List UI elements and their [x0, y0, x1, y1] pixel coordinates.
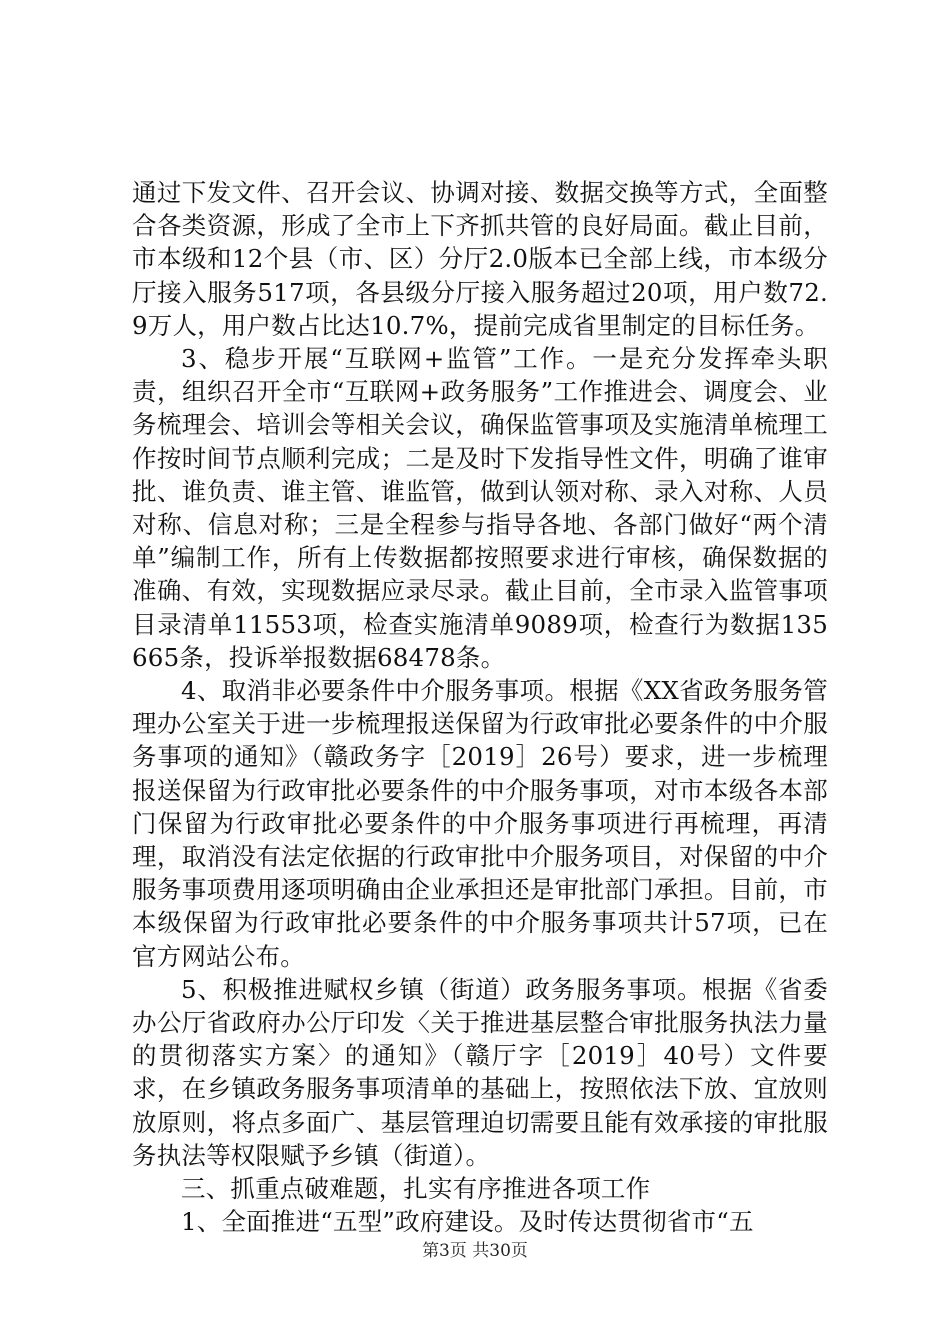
page-number-footer: 第3页 共30页 — [422, 1241, 528, 1261]
document-body — [132, 176, 828, 1239]
paragraph-five-type-government: 1、全面推进“五型”政府建设。及时传达贯彻省市“五 — [181, 1207, 754, 1237]
paragraph-intermediary-services: 4、取消非必要条件中介服务事项。根据《XX省政务服务管理办公室关于进一步梳理报送保留为行政审批必要条件的中介服务事项的通知》（赣政务字［2019］26号）要求，进一步梳理报送保留为行政审批必要条件的中介服务事项，对市本级各本部门保留为行政审批必要条件的中介服务事项进行再梳理，再清理，取消没有法定依据的行政审批中介服务项目，对保留的中介服务事项费用逐项明确由企业承担还是审批部门承担。目前，市本级保留为行政审批必要条件的中介服务事项共计57项，已在官方网站公布。 — [132, 676, 828, 971]
paragraph-township-empowerment: 5、积极推进赋权乡镇（街道）政务服务事项。根据《省委办公厅省政府办公厅印发〈关于推进基层整合审批服务执法力量的贯彻落实方案〉的通知》（赣厅字［2019］40号）文件要求，在乡镇政务服务事项清单的基础上，按照依法下放、宜放则放原则，将点多面广、基层管理迫切需要且能有效承接的审批服务执法等权限赋予乡镇（街道）。 — [132, 974, 828, 1170]
section-heading-three: 三、抓重点破难题，扎实有序推进各项工作 — [181, 1174, 651, 1204]
paragraph-internet-supervision: 3、稳步开展“互联网+监管”工作。一是充分发挥牵头职责，组织召开全市“互联网+政务服务”工作推进会、调度会、业务梳理会、培训会等相关会议，确保监管事项及实施清单梳理工作按时间节点顺利完成；二是及时下发指导性文件，明确了谁审批、谁负责、谁主管、谁监管，做到认领对称、录入对称、人员对称、信息对称；三是全程参与指导各地、各部门做好“两个清单”编制工作，所有上传数据都按照要求进行审核，确保数据的准确、有效，实现数据应录尽录。截止目前，全市录入监管事项目录清单11553项，检查实施清单9089项，检查行为数据135665条，投诉举报数据68478条。 — [132, 344, 828, 672]
paragraph-continuation: 通过下发文件、召开会议、协调对接、数据交换等方式，全面整合各类资源，形成了全市上下齐抓共管的良好局面。截止目前，市本级和12个县（市、区）分厅2.0版本已全部上线，市本级分厅接入服务517项，各县级分厅接入服务超过20项，用户数72.9万人，用户数占比达10.7%，提前完成省里制定的目标任务。 — [132, 178, 828, 340]
